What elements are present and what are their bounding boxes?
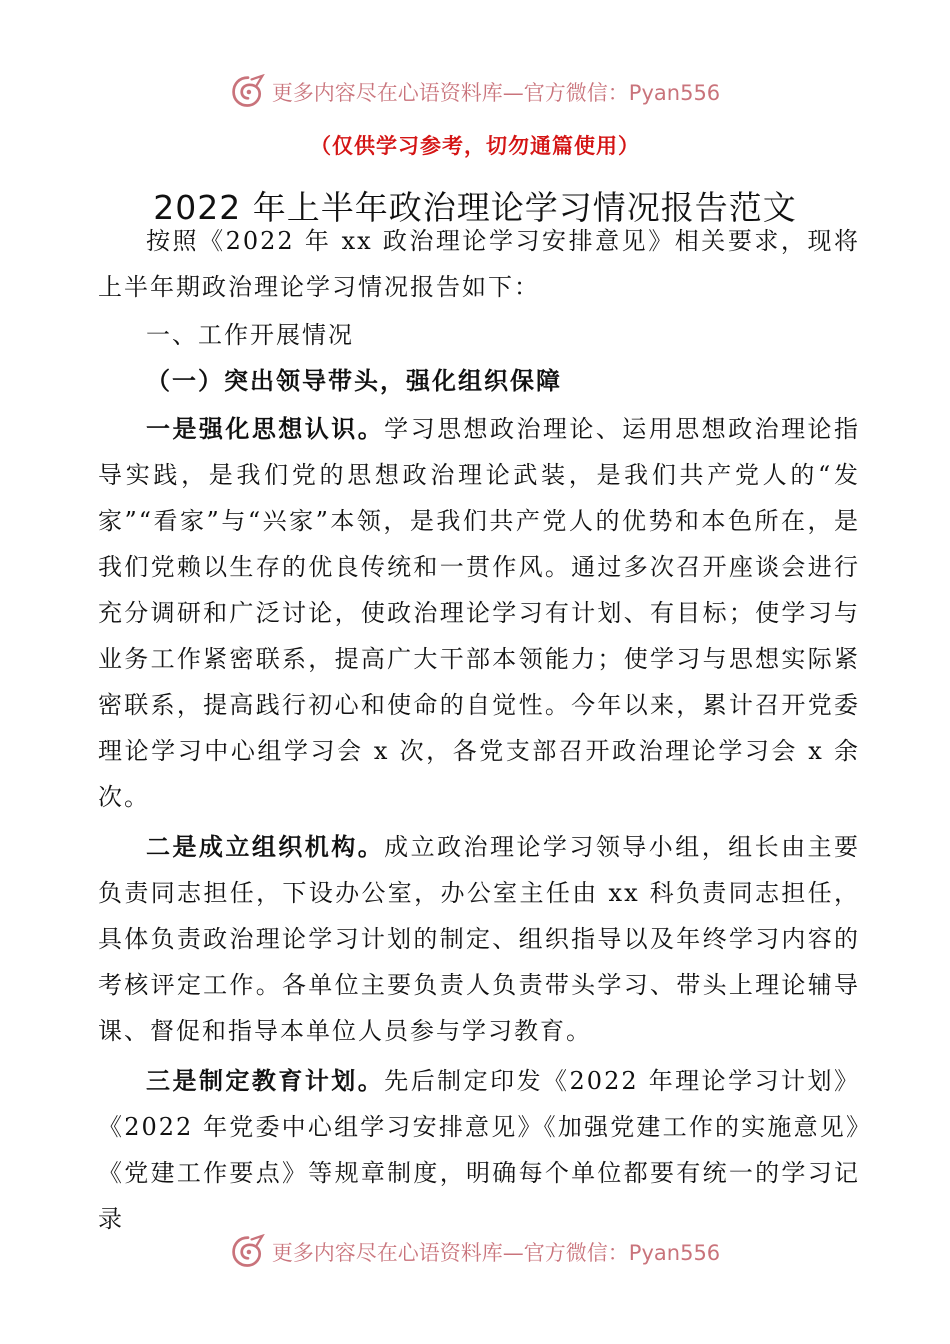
header-watermark — [0, 72, 950, 112]
paragraph-text: 学习思想政治理论、运用思想政治理论指导实践，是我们党的思想政治理论武装，是我们共产党人的“发家”“看家”与“兴家”本领，是我们共产党人的优势和本色所在，是我们党赖以生存的优良传统和一贯作风。通过多次召开座谈会进行充分调研和广泛讨论，使政治理论学习有计划、有目标；使学习与业务工作紧密联系，提高广大干部本领能力；使学习与思想实际紧密联系，提高践行初心和使命的自觉性。今年以来，累计召开党委理论学习中心组学习会 x 次，各党支部召开政治理论学习会 x 余次。 — [98, 415, 861, 811]
subsection-heading: （一）突出领导带头，强化组织保障 — [146, 367, 562, 395]
paragraph-item-3 — [98, 1058, 860, 1242]
document-body — [98, 214, 860, 1242]
intro-paragraph: 按照《2022 年 xx 政治理论学习安排意见》相关要求，现将上半年期政治理论学习情况报告如下： — [98, 227, 860, 301]
paragraph-lead: 二是成立组织机构。 — [146, 833, 385, 861]
paragraph-item-2 — [98, 824, 860, 1054]
watermark-text: 更多内容尽在心语资料库—官方微信：Pyan556 — [271, 1241, 721, 1265]
paragraph-text: 先后制定印发《2022 年理论学习计划》《2022 年党委中心组学习安排意见》《加强党建工作的实施意见》《党建工作要点》等规章制度，明确每个单位都要有统一的学习记录 — [98, 1067, 860, 1233]
paragraph-lead: 一是强化思想认识。 — [146, 415, 385, 443]
section-heading: 一、工作开展情况 — [146, 321, 354, 349]
footer-watermark — [0, 1232, 950, 1272]
usage-notice: （仅供学习参考，切勿通篇使用） — [310, 134, 640, 158]
watermark-text: 更多内容尽在心语资料库—官方微信：Pyan556 — [271, 81, 721, 105]
paragraph-lead: 三是制定教育计划。 — [146, 1067, 385, 1095]
swirl-logo-icon — [230, 74, 266, 110]
document-title: 2022 年上半年政治理论学习情况报告范文 — [153, 188, 797, 227]
paragraph-item-1 — [98, 406, 860, 820]
paragraph-text: 成立政治理论学习领导小组，组长由主要负责同志担任，下设办公室，办公室主任由 xx 科负责同志担任，具体负责政治理论学习计划的制定、组织指导以及年终学习内容的考核评定工作。各单位主要负责人负责带头学习、带头上理论辅导课、督促和指导本单位人员参与学习教育。 — [98, 833, 861, 1045]
swirl-logo-icon — [230, 1234, 266, 1270]
